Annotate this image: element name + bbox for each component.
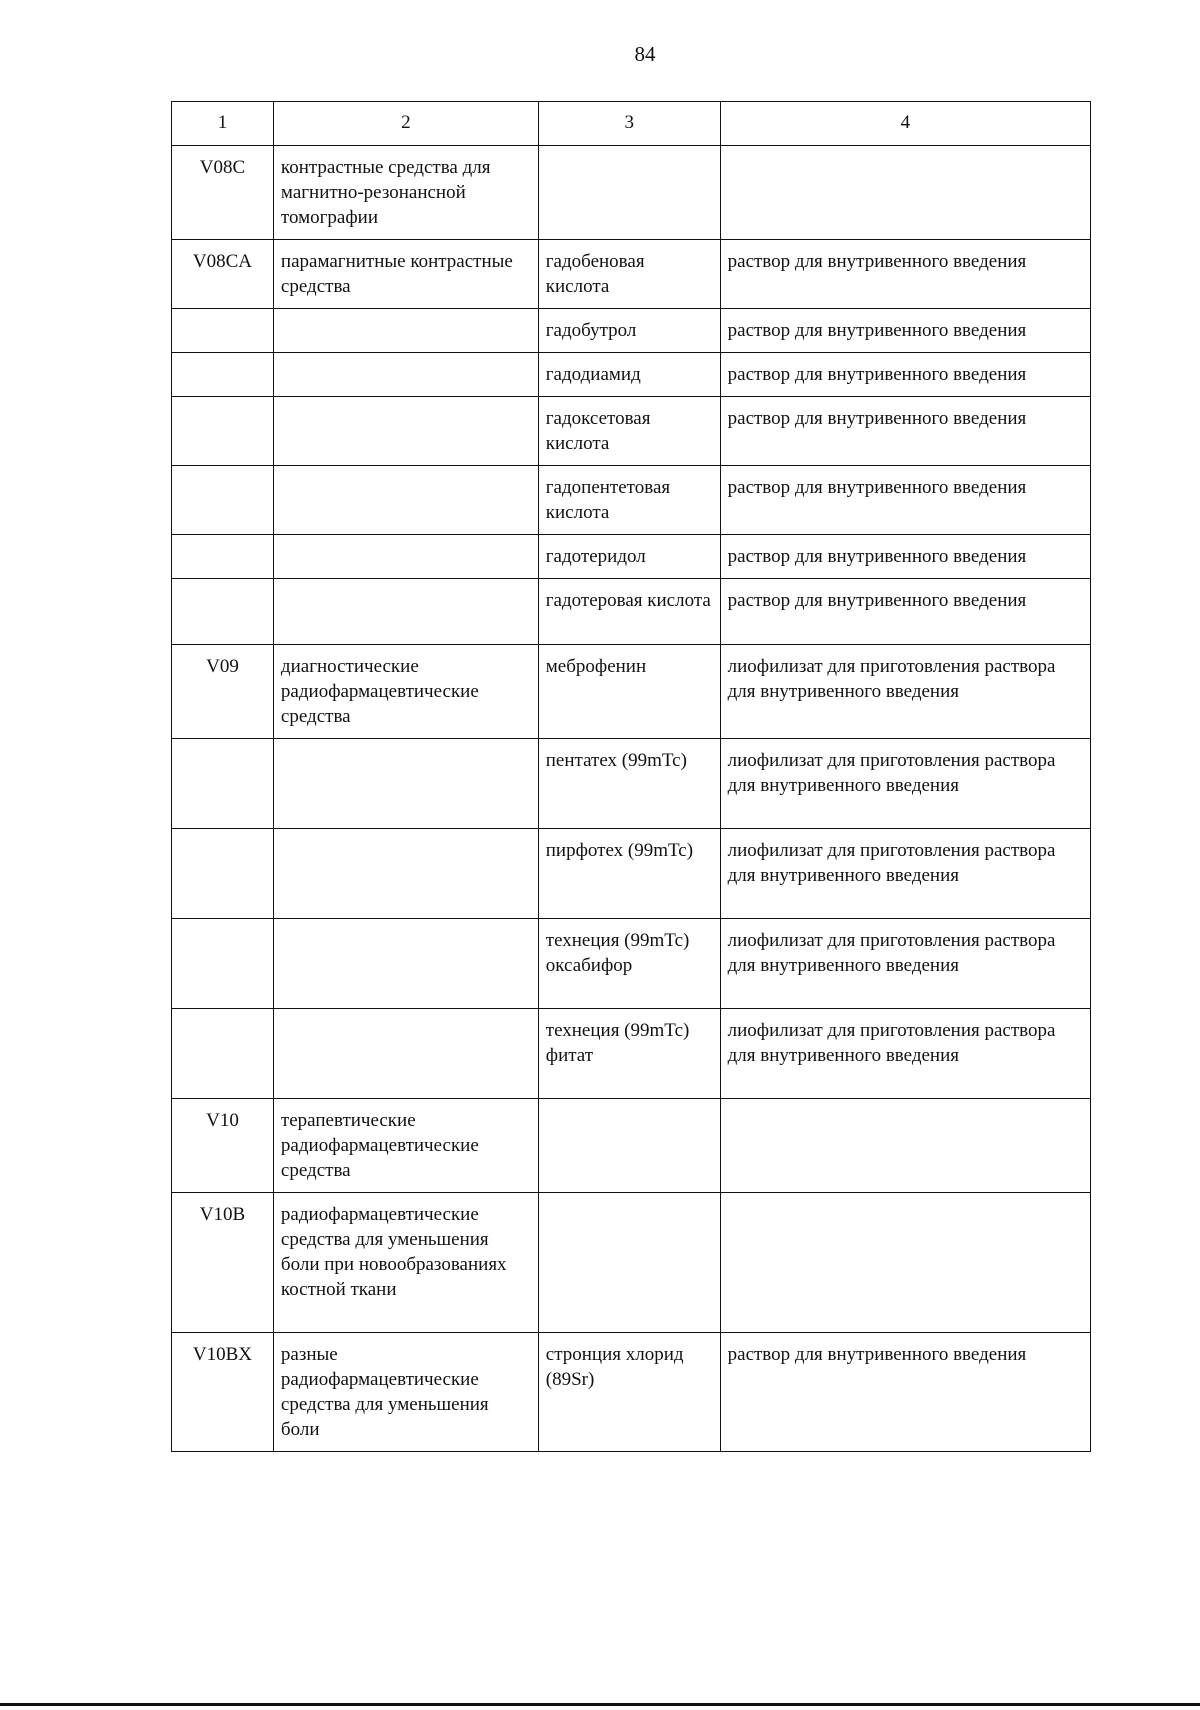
group-name-cell <box>273 353 538 397</box>
atc-code-cell <box>172 1009 274 1099</box>
dosage-form-cell: лиофилизат для приготовления раствора для внутривенного введения <box>720 645 1090 739</box>
substance-cell <box>538 146 720 240</box>
table-row <box>172 645 1091 739</box>
group-name-cell: терапевтические радиофармацевтические средства <box>273 1099 538 1193</box>
atc-code-cell <box>172 397 274 466</box>
page-number: 84 <box>634 42 656 66</box>
atc-code-cell <box>172 466 274 535</box>
column-header-2: 2 <box>273 102 538 146</box>
group-name-cell <box>273 829 538 919</box>
substance-cell: пирфотех (99mTc) <box>538 829 720 919</box>
group-name-cell: радиофармацевтические средства для уменьшения боли при новообразованиях костной ткани <box>273 1193 538 1333</box>
drug-table <box>171 101 1091 1452</box>
group-name-cell <box>273 579 538 645</box>
group-name-cell <box>273 739 538 829</box>
table-header-row <box>172 102 1091 146</box>
substance-cell <box>538 1099 720 1193</box>
dosage-form-cell: раствор для внутривенного введения <box>720 397 1090 466</box>
dosage-form-cell: раствор для внутривенного введения <box>720 240 1090 309</box>
dosage-form-cell: раствор для внутривенного введения <box>720 579 1090 645</box>
atc-code-cell: V09 <box>172 645 274 739</box>
scan-bottom-edge <box>0 1703 1200 1706</box>
table-row <box>172 1099 1091 1193</box>
group-name-cell: парамагнитные контрастные средства <box>273 240 538 309</box>
atc-code-cell <box>172 829 274 919</box>
substance-cell: гадотеридол <box>538 535 720 579</box>
dosage-form-cell <box>720 146 1090 240</box>
dosage-form-cell: лиофилизат для приготовления раствора для внутривенного введения <box>720 1009 1090 1099</box>
column-header-1: 1 <box>172 102 274 146</box>
dosage-form-cell: лиофилизат для приготовления раствора для внутривенного введения <box>720 919 1090 1009</box>
atc-code-cell <box>172 919 274 1009</box>
substance-cell: гадобеновая кислота <box>538 240 720 309</box>
table-row <box>172 353 1091 397</box>
substance-cell: гадобутрол <box>538 309 720 353</box>
substance-cell: гадотеровая кислота <box>538 579 720 645</box>
atc-code-cell <box>172 309 274 353</box>
atc-code-cell: V10B <box>172 1193 274 1333</box>
substance-cell: технеция (99mTc) оксабифор <box>538 919 720 1009</box>
group-name-cell <box>273 919 538 1009</box>
dosage-form-cell: лиофилизат для приготовления раствора для внутривенного введения <box>720 829 1090 919</box>
atc-code-cell <box>172 739 274 829</box>
dosage-form-cell: лиофилизат для приготовления раствора для внутривенного введения <box>720 739 1090 829</box>
dosage-form-cell: раствор для внутривенного введения <box>720 353 1090 397</box>
table-row <box>172 146 1091 240</box>
group-name-cell <box>273 466 538 535</box>
table-row <box>172 919 1091 1009</box>
group-name-cell <box>273 535 538 579</box>
substance-cell: стронция хлорид (89Sr) <box>538 1333 720 1452</box>
group-name-cell: диагностические радиофармацевтические средства <box>273 645 538 739</box>
atc-code-cell: V08CA <box>172 240 274 309</box>
table-row <box>172 240 1091 309</box>
table-row <box>172 1009 1091 1099</box>
dosage-form-cell: раствор для внутривенного введения <box>720 466 1090 535</box>
table-row <box>172 309 1091 353</box>
substance-cell: меброфенин <box>538 645 720 739</box>
table-row <box>172 829 1091 919</box>
group-name-cell <box>273 1009 538 1099</box>
dosage-form-cell: раствор для внутривенного введения <box>720 309 1090 353</box>
substance-cell <box>538 1193 720 1333</box>
atc-code-cell: V08C <box>172 146 274 240</box>
table-row <box>172 739 1091 829</box>
dosage-form-cell: раствор для внутривенного введения <box>720 1333 1090 1452</box>
atc-code-cell <box>172 535 274 579</box>
atc-code-cell <box>172 579 274 645</box>
table-row <box>172 535 1091 579</box>
substance-cell: гадоксетовая кислота <box>538 397 720 466</box>
table-row <box>172 1333 1091 1452</box>
atc-code-cell: V10 <box>172 1099 274 1193</box>
group-name-cell: контрастные средства для магнитно-резонансной томографии <box>273 146 538 240</box>
table-row <box>172 397 1091 466</box>
group-name-cell <box>273 397 538 466</box>
dosage-form-cell <box>720 1193 1090 1333</box>
column-header-3: 3 <box>538 102 720 146</box>
dosage-form-cell <box>720 1099 1090 1193</box>
group-name-cell: разные радиофармацевтические средства для уменьшения боли <box>273 1333 538 1452</box>
substance-cell: гадодиамид <box>538 353 720 397</box>
substance-cell: технеция (99mTc) фитат <box>538 1009 720 1099</box>
column-header-4: 4 <box>720 102 1090 146</box>
atc-code-cell: V10BX <box>172 1333 274 1452</box>
substance-cell: гадопентетовая кислота <box>538 466 720 535</box>
table-row <box>172 1193 1091 1333</box>
atc-code-cell <box>172 353 274 397</box>
dosage-form-cell: раствор для внутривенного введения <box>720 535 1090 579</box>
substance-cell: пентатех (99mTc) <box>538 739 720 829</box>
group-name-cell <box>273 309 538 353</box>
table-row <box>172 466 1091 535</box>
table-row <box>172 579 1091 645</box>
